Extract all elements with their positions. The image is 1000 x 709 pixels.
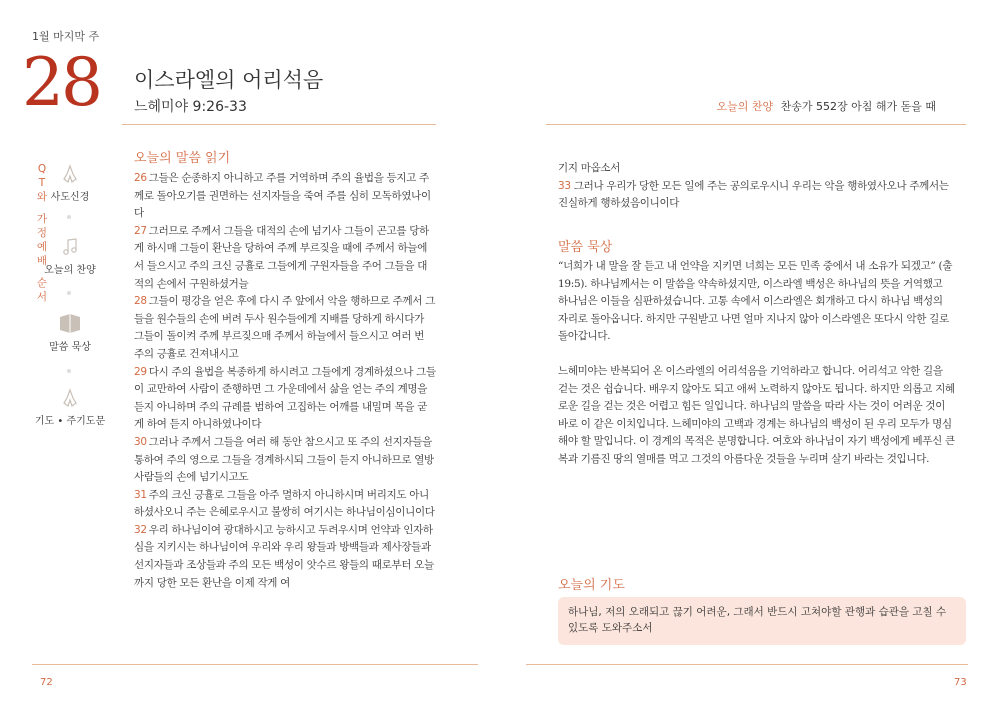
footer-rule-right — [526, 664, 968, 665]
verse-text: 그러나 우리가 당한 모든 일에 주는 공의로우시니 우리는 악을 행하였사오나 주께서는 진실하게 행하셨음이니이다 — [558, 179, 949, 210]
week-label: 1월 마지막 주 — [32, 30, 100, 43]
page-title: 이스라엘의 어리석음 — [134, 68, 324, 92]
scripture-continuation — [558, 160, 953, 213]
verse-number: 29 — [134, 365, 147, 378]
nav-label-hymn: 오늘의 찬양 — [44, 265, 96, 276]
prayer-box — [558, 597, 966, 645]
nav-label-meditation: 말씀 묵상 — [49, 342, 91, 353]
prayer-heading: 오늘의 기도 — [558, 578, 625, 593]
verse-number: 33 — [558, 179, 571, 192]
prayer-text: 하나님, 저의 오래되고 끊기 어려운, 그래서 반드시 고쳐야할 관행과 습관을 고칠 수 있도록 도와주소서 — [568, 606, 947, 634]
verse-number: 27 — [134, 224, 147, 237]
page-number-right: 73 — [954, 677, 967, 688]
praying-hands-icon — [61, 388, 79, 408]
page-number-left: 72 — [40, 677, 53, 688]
nav-item-meditation[interactable] — [42, 312, 98, 353]
reading-heading: 오늘의 말씀 읽기 — [134, 151, 231, 166]
nav-divider-dot — [67, 291, 71, 295]
continuation-text: 기지 마옵소서 — [558, 162, 621, 174]
scripture-passage — [134, 170, 436, 592]
music-note-icon — [61, 237, 79, 257]
header-rule-right — [546, 124, 966, 125]
meditation-body — [558, 258, 955, 486]
verse-text: 주의 크신 긍휼로 그들을 아주 멸하지 아니하시며 버리지도 아니하셨사오니 주는 은혜로우시고 불쌍히 여기시는 하나님이심이니이다 — [134, 488, 435, 519]
verse-text: 그들은 순종하지 아니하고 주를 거역하며 주의 율법을 등지고 주께로 돌아오기를 권면하는 선지자들을 죽여 주를 심히 모독하였나이다 — [134, 172, 431, 220]
nav-item-hymn[interactable] — [42, 237, 98, 276]
footer-rule-left — [32, 664, 478, 665]
verse-number: 32 — [134, 523, 147, 536]
hymn-value: 찬송가 552장 아침 해가 돋을 때 — [780, 100, 936, 113]
verse-text: 다시 주의 율법을 복종하게 하시려고 그들에게 경계하셨으나 그들이 교만하여 사람이 준행하면 그 가운데에서 삶을 얻는 주의 계명을 듣지 아니하며 주의 규례를 범하여 고집하는 어깨를 내밀며 목을 굳게 하여 듣지 아니하였나이다 — [134, 365, 436, 431]
scripture-reference: 느헤미야 9:26-33 — [134, 99, 247, 115]
side-vertical-label: Q T 와 가 정 예 배 순 서 — [36, 163, 48, 303]
bible-book-icon — [57, 312, 83, 334]
header-rule-left — [122, 124, 436, 125]
verse-text: 그러나 주께서 그들을 여러 해 동안 참으시고 또 주의 선지자들을 통하여 주의 영으로 그들을 경계하시되 그들이 듣지 아니하므로 열방 사람들의 손에 넘기시고도 — [134, 435, 434, 484]
verse-number: 28 — [134, 295, 147, 308]
meditation-paragraph: 느헤미야는 반복되어 온 이스라엘의 어리석음을 기억하라고 합니다. 어리석고 악한 길을 걷는 것은 쉽습니다. 배우지 않아도 되고 애써 노력하지 않아도 됩니다. 하지만 의롭고 지혜로운 길을 걷는 것은 어렵고 힘든 일입니다. 하나님의 말씀을 따라 사는 것이 어려운 것이 바로 이 같은 이치입니다. 느헤미야의 고백과 경계는 하나님의 백성이 된 우리 모두가 명심해야 할 말입니다. 이 경계의 목적은 분명합니다. 여호와 하나님이 자기 백성에게 베푸신 큰 복과 기름진 땅의 열매를 먹고 그것의 아름다운 것들을 누리며 살기 바라는 것입니다. — [558, 364, 955, 465]
nav-label-creed: 사도신경 — [50, 192, 90, 203]
verse-text: 그러므로 주께서 그들을 대적의 손에 넘기사 그들이 곤고를 당하게 하시매 그들이 환난을 당하여 주께 부르짖을 때에 주께서 하늘에서 들으시고 주의 크신 긍휼로 그들에게 구원자들을 주어 그들을 대적의 손에서 구원하셨거늘 — [134, 224, 429, 290]
meditation-paragraph: “너희가 내 말을 잘 듣고 내 언약을 지키면 너희는 모든 민족 중에서 내 소유가 되겠고” (출19:5). 하나님께서는 이 말씀을 약속하셨지만, 이스라엘 백성은 하나님의 뜻을 거역했고 하나님은 이들을 심판하셨습니다. 고통 속에서 이스라엘은 회개하고 다시 하나님 백성의 자리로 돌아옵니다. 하지만 구원받고 나면 얼마 지나지 않아 이스라엘은 또다시 악한 길로 돌아갑니다. — [558, 260, 953, 343]
nav-label-prayer: 기도 • 주기도문 — [34, 416, 106, 427]
verse-number: 30 — [134, 435, 147, 448]
praying-hands-icon — [61, 164, 79, 184]
verse-text: 그들이 평강을 얻은 후에 다시 주 앞에서 악을 행하므로 주께서 그들을 원수들의 손에 버려 두사 원수들에게 지배를 당하게 하시다가 그들이 돌이켜 주께 부르짖으매 주께서 하늘에서 들으시고 여러 번 주의 긍휼로 건져내시고 — [134, 295, 436, 360]
day-number: 28 — [22, 44, 100, 121]
verse-number: 26 — [134, 172, 147, 184]
nav-item-creed[interactable] — [42, 164, 98, 203]
meditation-heading: 말씀 묵상 — [558, 240, 613, 255]
nav-divider-dot — [67, 215, 71, 219]
verse-text: 우리 하나님이여 광대하시고 능하시고 두려우시며 언약과 인자하심을 지키시는 하나님이여 우리와 우리 왕들과 방백들과 제사장들과 선지자들과 조상들과 주의 모든 백성이 앗수르 왕들의 때로부터 오늘까지 당한 모든 환난을 이제 작게 여 — [134, 523, 434, 589]
hymn-label: 오늘의 찬양 — [716, 100, 774, 113]
nav-item-prayer[interactable] — [30, 388, 110, 427]
verse-number: 31 — [134, 488, 147, 501]
nav-divider-dot — [67, 369, 71, 373]
hymn-info — [716, 98, 936, 114]
